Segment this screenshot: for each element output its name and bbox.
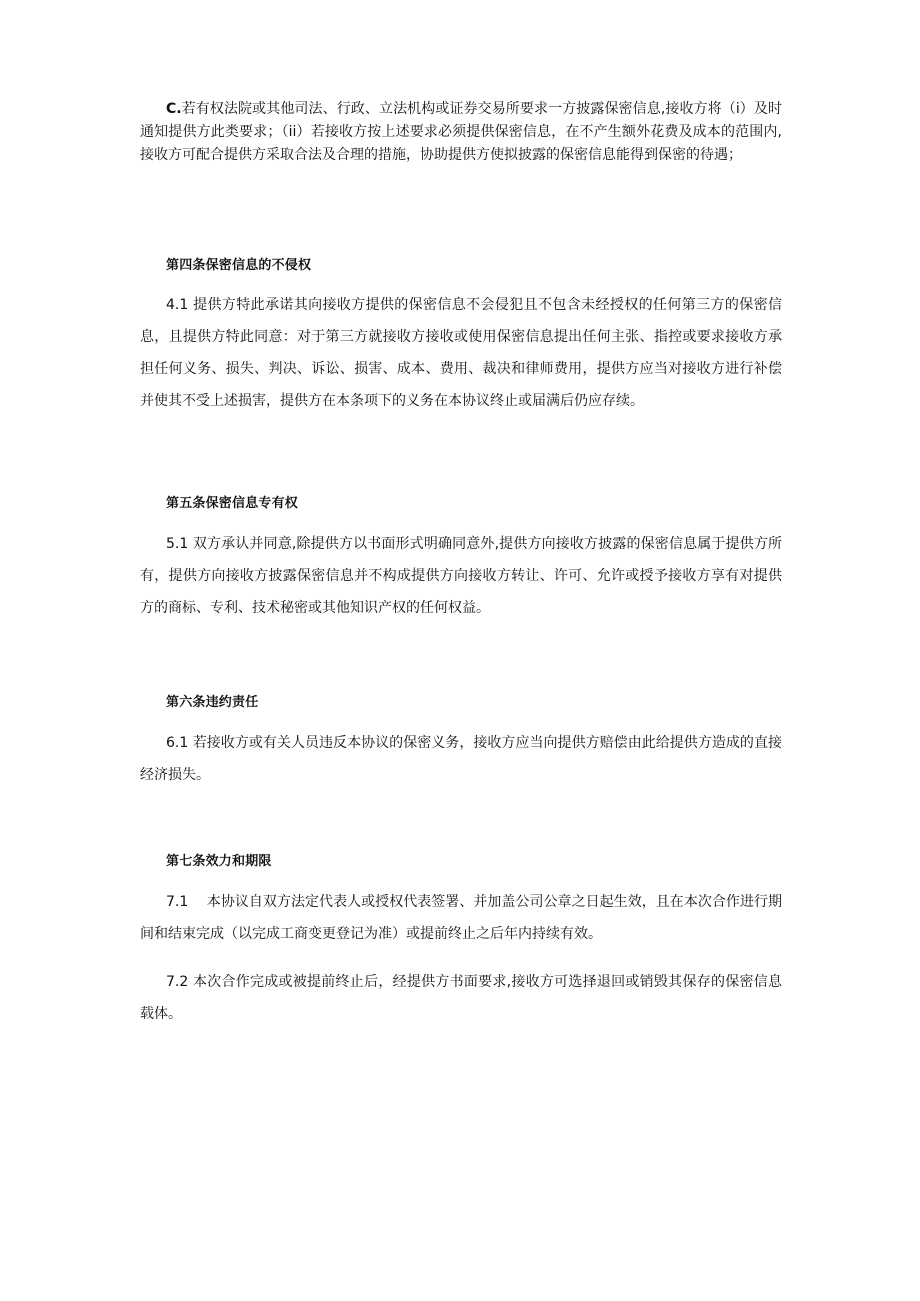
article-5-paragraph-1: 5.1 双方承认并同意,除提供方以书面形式明确同意外,提供方向接收方披露的保密信息属于提供方所有，提供方向接收方披露保密信息并不构成提供方向接收方转让、许可、允许或授予接收方享有对提供方的商标、专利、技术秘密或其他知识产权的任何权益。 [140, 536, 782, 616]
article-4-heading: 第四条保密信息的不侵权 [166, 258, 312, 273]
clause-3c-marker: C. [166, 101, 182, 117]
clause-3c-text: 若有权法院或其他司法、行政、立法机构或证券交易所要求一方披露保密信息,接收方将（i）及时通知提供方此类要求；（ii）若接收方按上述要求必须提供保密信息，在不产生额外花费及成本的范围内,接收方可配合提供方采取合法及合理的措施，协助提供方使拟披露的保密信息能得到保密的待遇； [140, 101, 782, 163]
article-7-paragraph-1: 7.1 本协议自双方法定代表人或授权代表签署、并加盖公司公章之日起生效，且在本次合作进行期间和结束完成（以完成工商变更登记为准）或提前终止之后年内持续有效。 [140, 894, 782, 942]
article-6-paragraph-1: 6.1 若接收方或有关人员违反本协议的保密义务，接收方应当向提供方赔偿由此给提供方造成的直接经济损失。 [140, 735, 782, 783]
article-5-heading: 第五条保密信息专有权 [166, 496, 299, 511]
article-7-paragraph-2: 7.2 本次合作完成或被提前终止后，经提供方书面要求,接收方可选择退回或销毁其保存的保密信息载体。 [140, 974, 782, 1022]
article-7-heading: 第七条效力和期限 [166, 854, 272, 869]
article-6-heading: 第六条违约责任 [166, 695, 259, 710]
article-4-paragraph-1: 4.1 提供方特此承诺其向接收方提供的保密信息不会侵犯且不包含未经授权的任何第三方的保密信息，且提供方特此同意：对于第三方就接收方接收或使用保密信息提出任何主张、指控或要求接收方承担任何义务、损失、判决、诉讼、损害、成本、费用、裁决和律师费用，提供方应当对接收方进行补偿并使其不受上述损害，提供方在本条项下的义务在本协议终止或届满后仍应存续。 [140, 297, 782, 409]
clause-3c-paragraph [140, 98, 782, 167]
